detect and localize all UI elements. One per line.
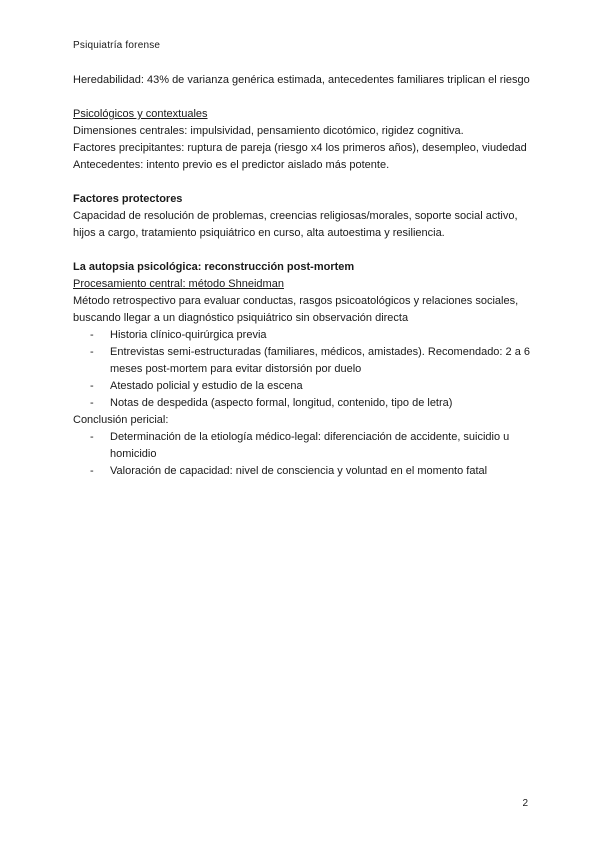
spacer	[73, 174, 533, 191]
page-number: 2	[522, 798, 528, 809]
spacer	[73, 89, 533, 106]
running-header: Psiquiatría forense	[73, 40, 161, 51]
protective-paragraph: Capacidad de resolución de problemas, creencias religiosas/morales, soporte social activo, hijos a cargo, tratamiento psiquiátrico en curso, alta autoestima y resiliencia.	[73, 210, 518, 239]
psych-line: Dimensiones centrales: impulsividad, pensamiento dicotómico, rigidez cognitiva.	[73, 125, 464, 137]
list-item: - Valoración de capacidad: nivel de consciencia y voluntad en el momento fatal	[73, 463, 533, 480]
autopsy-heading: La autopsia psicológica: reconstrucción post-mortem	[73, 261, 355, 273]
list-item: - Atestado policial y estudio de la escena	[73, 378, 533, 395]
heredability-paragraph: Heredabilidad: 43% de varianza genérica estimada, antecedentes familiares triplican el riesgo	[73, 74, 530, 86]
autopsy-subheading: Procesamiento central: método Shneidman	[73, 278, 284, 290]
conclusion-label: Conclusión pericial:	[73, 414, 169, 426]
list-item: - Determinación de la etiología médico-legal: diferenciación de accidente, suicidio u homicidio	[73, 429, 533, 463]
protective-heading: Factores protectores	[73, 193, 183, 205]
spacer	[73, 242, 533, 259]
list-item: - Historia clínico-quirúrgica previa	[73, 327, 533, 344]
autopsy-list	[73, 327, 533, 412]
autopsy-intro: Método retrospectivo para evaluar conductas, rasgos psicoatológicos y relaciones sociales, buscando llegar a un diagnóstico psiquiátrico sin observación directa	[73, 295, 519, 324]
psych-heading: Psicológicos y contextuales	[73, 108, 208, 120]
list-item: - Entrevistas semi-estructuradas (familiares, médicos, amistades). Recomendado: 2 a 6 meses post-mortem para evitar distorsión por duelo	[73, 344, 533, 378]
psych-line: Antecedentes: intento previo es el predictor aislado más potente.	[73, 159, 390, 171]
psych-line: Factores precipitantes: ruptura de pareja (riesgo x4 los primeros años), desempleo, viudedad	[73, 142, 527, 154]
conclusion-list	[73, 429, 533, 480]
document-body	[73, 72, 533, 480]
list-item: - Notas de despedida (aspecto formal, longitud, contenido, tipo de letra)	[73, 395, 533, 412]
